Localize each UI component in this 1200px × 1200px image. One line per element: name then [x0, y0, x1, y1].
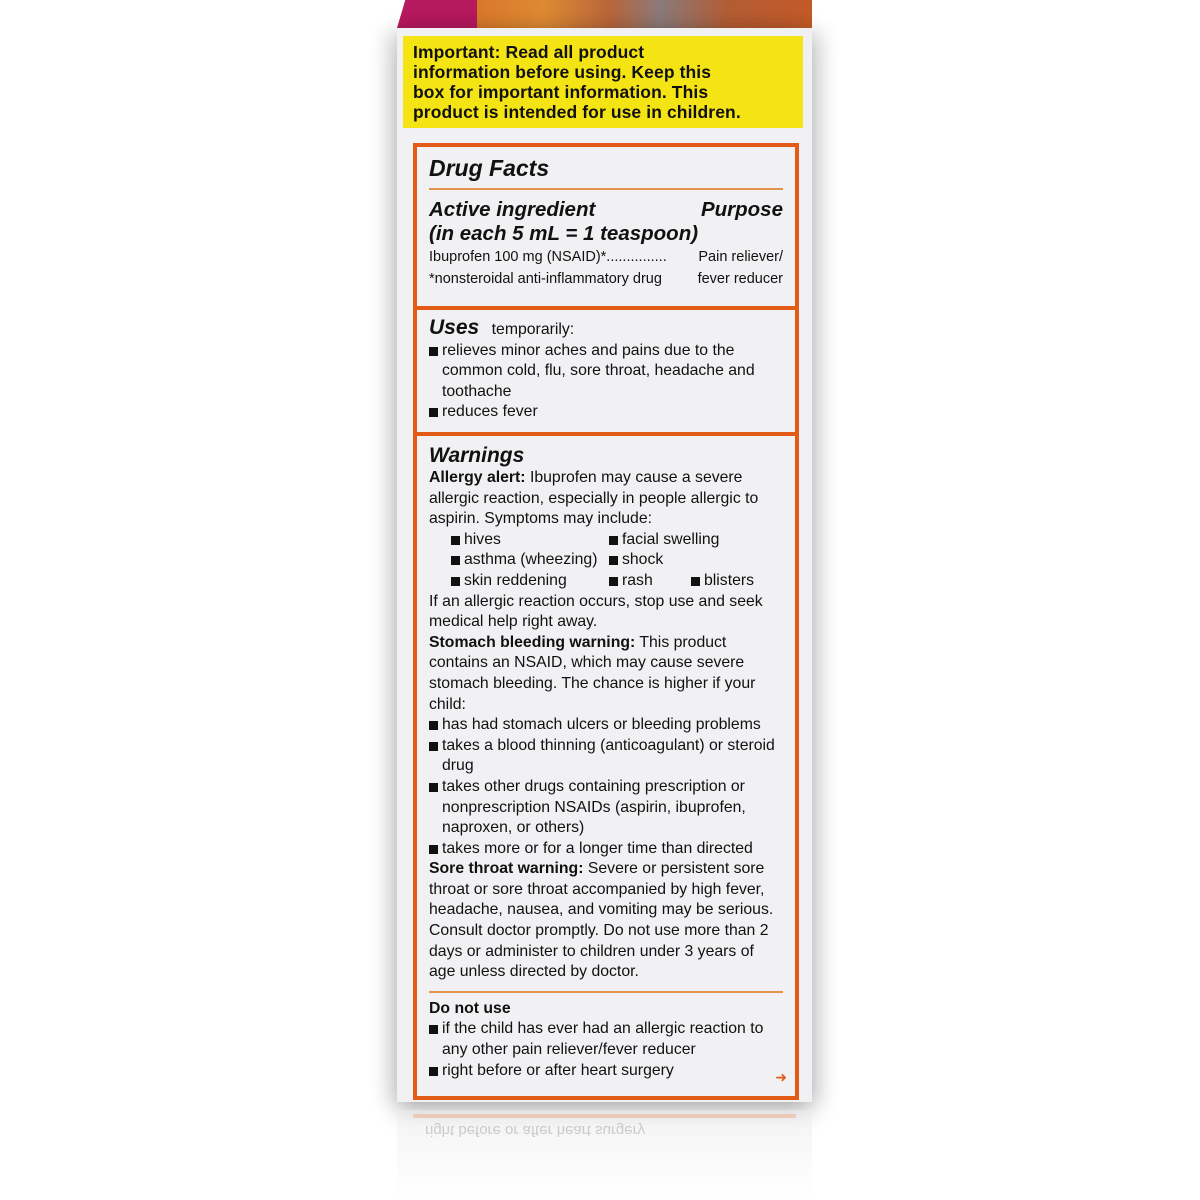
warnings-section: [417, 436, 795, 1096]
symptom-item: [451, 550, 609, 571]
symptom-item: [609, 530, 720, 551]
stomach-item-text: has had stomach ulcers or bleeding problems: [442, 716, 761, 734]
symptom-text: skin reddening: [464, 571, 567, 589]
divider: [429, 188, 783, 190]
bullet-square-icon: [429, 1067, 438, 1076]
allergy-alert: [429, 468, 783, 530]
important-line: product is intended for use in children.: [413, 102, 741, 122]
reflection-text: right before or after heart surgery: [425, 1122, 646, 1139]
purpose-line1: Pain reliever/: [698, 249, 783, 265]
symptom-text: asthma (wheezing): [464, 551, 598, 569]
bullet-square-icon: [451, 577, 460, 586]
symptom-item: [451, 571, 609, 592]
symptom-list: [429, 530, 783, 592]
symptom-item: [451, 530, 609, 551]
uses-item: [429, 341, 783, 403]
bullet-square-icon: [609, 536, 618, 545]
uses-item: [429, 402, 783, 423]
bullet-square-icon: [429, 408, 438, 417]
stomach-item: [429, 777, 783, 839]
uses-section: [417, 310, 795, 436]
bullet-square-icon: [609, 577, 618, 586]
drug-facts-title: Drug Facts: [429, 155, 550, 181]
uses-intro: temporarily:: [491, 321, 575, 338]
important-line: box for important information. This: [413, 82, 709, 102]
symptom-item: [691, 571, 781, 592]
stomach-text: This product contains an NSAID, which may cause severe stomach bleeding. The chance is higher if your child:: [429, 633, 756, 713]
bullet-square-icon: [429, 1025, 438, 1034]
bullet-square-icon: [609, 556, 618, 565]
symptom-empty: [691, 550, 781, 571]
top-strip-orange: [477, 0, 812, 28]
bullet-square-icon: [451, 536, 460, 545]
do-not-use-text: if the child has ever had an allergic reaction to any other pain reliever/fever reducer: [442, 1020, 764, 1059]
active-ingredient-label: Active ingredient: [429, 198, 596, 221]
warnings-title: Warnings: [429, 444, 525, 467]
symptom-text: rash: [622, 571, 653, 589]
symptom-item: [609, 550, 691, 571]
purpose-line2: fever reducer: [697, 271, 783, 287]
package-top-strip: [397, 0, 812, 28]
important-line: information before using. Keep this: [413, 62, 712, 82]
stomach-item: [429, 839, 783, 860]
do-not-use-item: [429, 1019, 783, 1060]
active-ingredient-section: [417, 147, 795, 310]
bullet-square-icon: [429, 783, 438, 792]
symptom-item: [609, 571, 691, 592]
active-ingredient-header: [429, 198, 783, 222]
bullet-square-icon: [429, 721, 438, 730]
bullet-square-icon: [451, 556, 460, 565]
stomach-item: [429, 715, 783, 736]
top-strip-magenta: [397, 0, 477, 28]
divider: [429, 991, 783, 993]
stomach-item-text: takes a blood thinning (anticoagulant) or steroid drug: [442, 736, 775, 775]
symptom-text: shock: [622, 551, 664, 569]
sore-throat-text: Severe or persistent sore throat or sore throat accompanied by high fever, headache, nausea, and vomiting may be serious. Consult doctor promptly. Do not use more than 2 days or administer to children under 3 years of age unless directed by doctor.: [429, 860, 774, 981]
stomach-item-text: takes more or for a longer time than directed: [442, 839, 753, 857]
stomach-item: [429, 736, 783, 777]
allergy-text: Ibuprofen may cause a severe allergic reaction, especially in people allergic to aspirin. Symptoms may include:: [429, 469, 759, 528]
footnote-row: [429, 268, 783, 290]
symptom-empty: [691, 530, 781, 551]
stomach-item-text: takes other drugs containing prescription or nonprescription NSAIDs (aspirin, ibuprofen, naproxen, or others): [442, 777, 746, 837]
symptom-text: blisters: [704, 571, 755, 589]
package-reflection: [397, 1110, 812, 1200]
do-not-use-text: right before or after heart surgery: [442, 1061, 674, 1079]
uses-header: [429, 316, 783, 341]
important-notice: [403, 36, 803, 128]
sore-throat-label: Sore throat warning:: [429, 860, 584, 878]
ingredient-row: [429, 246, 783, 268]
continued-arrow-icon: ➜: [775, 1069, 787, 1085]
sore-throat-warning: [429, 859, 783, 983]
do-not-use-title: Do not use: [429, 999, 511, 1017]
uses-title: Uses: [429, 316, 480, 339]
important-line: Important: Read all product: [413, 42, 645, 62]
uses-item-text: reduces fever: [442, 403, 538, 421]
reflection-bar: [413, 1114, 796, 1118]
stomach-label: Stomach bleeding warning:: [429, 633, 636, 651]
purpose-label: Purpose: [700, 198, 783, 221]
symptom-text: hives: [464, 530, 501, 548]
bullet-square-icon: [429, 347, 438, 356]
dose-subheader: (in each 5 mL = 1 teaspoon): [429, 222, 699, 245]
bullet-square-icon: [429, 742, 438, 751]
drug-facts-panel: [413, 143, 799, 1100]
ingredient-footnote: *nonsteroidal anti-inflammatory drug: [429, 271, 662, 287]
allergy-label: Allergy alert:: [429, 469, 526, 486]
symptom-text: facial swelling: [622, 530, 720, 548]
do-not-use-item: [429, 1061, 783, 1082]
allergy-action: If an allergic reaction occurs, stop use and seek medical help right away.: [429, 592, 763, 631]
stomach-bleeding-warning: [429, 633, 783, 715]
uses-item-text: relieves minor aches and pains due to the common cold, flu, sore throat, headache and toothache: [442, 341, 755, 400]
bullet-square-icon: [691, 577, 700, 586]
bullet-square-icon: [429, 845, 438, 854]
ingredient-name: Ibuprofen 100 mg (NSAID)*...............: [429, 249, 667, 265]
